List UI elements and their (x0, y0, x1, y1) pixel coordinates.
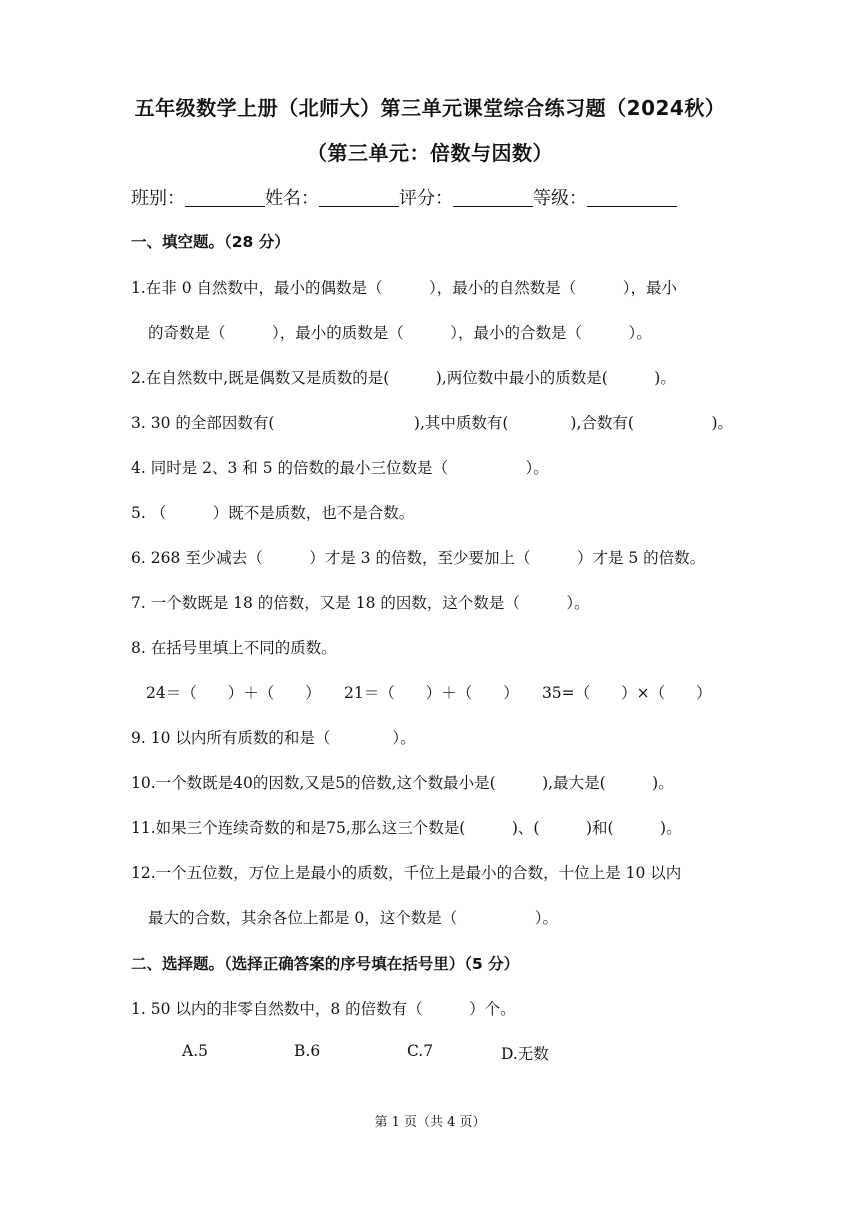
section-heading-multiple-choice: 二、选择题。（选择正确答案的序号填在括号里）（5 分） (131, 955, 520, 973)
option-c: C.7 (407, 1042, 434, 1060)
question-9: 9. 10 以内所有质数的和是（ ）。 (131, 729, 416, 747)
student-info-row (131, 184, 677, 210)
question-1-line-1: 1.在非 0 自然数中，最小的偶数是（ ），最小的自然数是（ ），最小 (131, 279, 678, 297)
option-a: A.5 (182, 1042, 208, 1060)
score-blank[interactable] (453, 188, 533, 207)
class-blank[interactable] (185, 188, 265, 207)
question-2: 2.在自然数中,既是偶数又是质数的是( ),两位数中最小的质数是( )。 (131, 369, 676, 387)
question-10: 10.一个数既是40的因数,又是5的倍数,这个数最小是( ),最大是( )。 (131, 774, 674, 792)
page-footer: 第 1 页（共 4 页） (374, 1115, 486, 1130)
question-7: 7. 一个数既是 18 的倍数，又是 18 的因数，这个数是（ ）。 (131, 594, 590, 612)
grade-blank[interactable] (587, 188, 677, 207)
question-5: 5. （ ）既不是质数，也不是合数。 (131, 504, 415, 522)
section-heading-fill-blank: 一、填空题。（28 分） (131, 233, 290, 251)
question-8: 8. 在括号里填上不同的质数。 (131, 639, 337, 657)
worksheet-title: 五年级数学上册（北师大）第三单元课堂综合练习题（2024秋） (134, 96, 726, 120)
score-label: 评分： (399, 188, 453, 209)
name-blank[interactable] (319, 188, 399, 207)
class-label: 班别： (131, 188, 185, 209)
question-11: 11.如果三个连续奇数的和是75,那么这三个数是( )、( )和( )。 (131, 819, 682, 837)
grade-label: 等级： (533, 188, 587, 209)
question-12-line-2: 最大的合数，其余各位上都是 0，这个数是（ ）。 (148, 909, 559, 927)
question-1-line-2: 的奇数是（ ），最小的质数是（ ），最小的合数是（ ）。 (148, 324, 652, 342)
question-6: 6. 268 至少减去（ ）才是 3 的倍数，至少要加上（ ）才是 5 的倍数。 (131, 549, 706, 567)
question-8-equations: 24＝（ ）＋（ ） 21＝（ ）＋（ ） 35=（ ）×（ ） (146, 684, 712, 702)
option-d: D.无数 (501, 1045, 549, 1063)
choice-question-1: 1. 50 以内的非零自然数中，8 的倍数有（ ）个。 (131, 1000, 516, 1018)
question-3: 3. 30 的全部因数有( ),其中质数有( ),合数有( )。 (131, 414, 734, 432)
question-4: 4. 同时是 2、3 和 5 的倍数的最小三位数是（ ）。 (131, 459, 549, 477)
worksheet-subtitle: （第三单元：倍数与因数） (307, 141, 553, 165)
question-12-line-1: 12.一个五位数，万位上是最小的质数，千位上是最小的合数，十位上是 10 以内 (131, 864, 682, 882)
name-label: 姓名： (265, 188, 319, 209)
option-b: B.6 (294, 1042, 321, 1060)
